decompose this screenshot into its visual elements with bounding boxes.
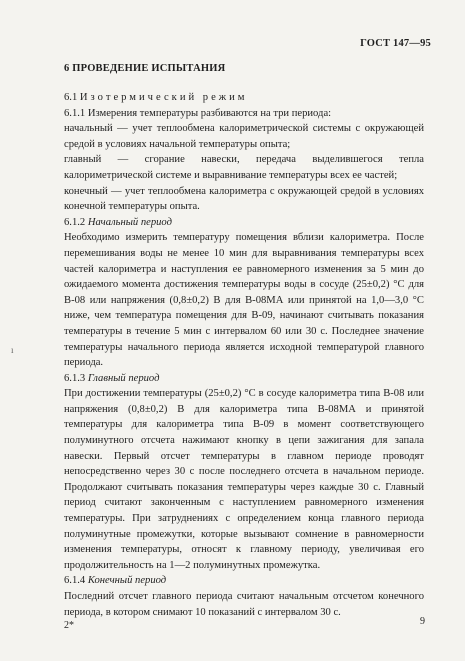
subsection-title: Начальный период (87, 216, 172, 228)
document-body (64, 90, 424, 620)
paragraph-final-period: конечный — учет теплообмена калориметра с окружающей средой в условиях конечной температуры опыта. (64, 185, 424, 213)
signature-mark: 2* (64, 620, 74, 631)
margin-mark: ı (11, 345, 14, 355)
subsection-number: 6.1.2 (64, 216, 86, 228)
standard-header: ГОСТ 147—95 (360, 38, 431, 49)
section-title: 6 ПРОВЕДЕНИЕ ИСПЫТАНИЯ (64, 63, 226, 74)
subsection-title: Главный период (87, 372, 160, 384)
subsection-number: 6.1.4 (64, 575, 86, 587)
paragraph-6-1-3: При достижении температуры (25±0,2) °С в сосуде калориметра типа В-08 или напряжения (0,8±0,2) В для калориметра типа В-08МА и принятой температуры для калориметра типа В-09 в момент соответствующего полуминутного отсчета нажимают кнопку в цепи зажигания для запала навески. Первый отсчет температуры в главном периоде проводят непосредственно через 30 с после последнего отсчета в начальном периоде. Продолжают считывать показания температуры через каждые 30 с. Главный период считают законченным с наступлением равномерного изменения температуры. При затруднениях с определением конца главного периода полуминутные промежутки, которые вызывают сомнение в равномерности изменения температуры, относят к главному периоду, увеличивая его продолжительность на 1—2 полуминутных промежутка. (64, 388, 424, 571)
subsection-title: Конечный период (87, 575, 167, 587)
paragraph-6-1-2: Необходимо измерить температуру помещения вблизи калориметра. После перемешивания воды не менее 10 мин для выравнивания температуры всех частей калориметра и наступления ее равномерного изменения за 5 мин до ожидаемого момента достижения температуры воды в сосуде (25±0,2) °С для В-08 или напряжения (0,8±0,2) В для В-08МА или принятой на 1,0—3,0 °С ниже, чем температура помещения для В-09, начинают считывать показания температуры в течение 5 мин с интервалом 60 или 30 с. Последнее значение температуры начального периода является исходной температурой главного периода. (64, 232, 424, 369)
subsection-6-1-3-heading (64, 371, 424, 387)
paragraph-6-1-4: Последний отсчет главного периода считают начальным отсчетом конечного периода, в котором снимают 10 показаний с интервалом 30 с. (64, 591, 424, 618)
page-number: 9 (420, 616, 425, 627)
subsection-6-1-2-heading (64, 215, 424, 231)
paragraph-6-1-1: 6.1.1 Измерения температуры разбиваются на три периода: (64, 107, 332, 119)
subsection-number: 6.1 (64, 92, 78, 103)
subsection-6-1-4-heading (64, 573, 424, 589)
subsection-title: Изотермический режим (79, 92, 248, 103)
paragraph-main-period: главный — сгорание навески, передача выделившегося тепла калориметрической системе и выравнивание температуры всех ее частей; (64, 154, 424, 181)
subsection-6-1-heading (64, 90, 424, 106)
subsection-number: 6.1.3 (64, 372, 86, 384)
paragraph-initial-period: начальный — учет теплообмена калориметрической системы с окружающей средой в условиях начальной температуры опыта; (64, 123, 424, 150)
